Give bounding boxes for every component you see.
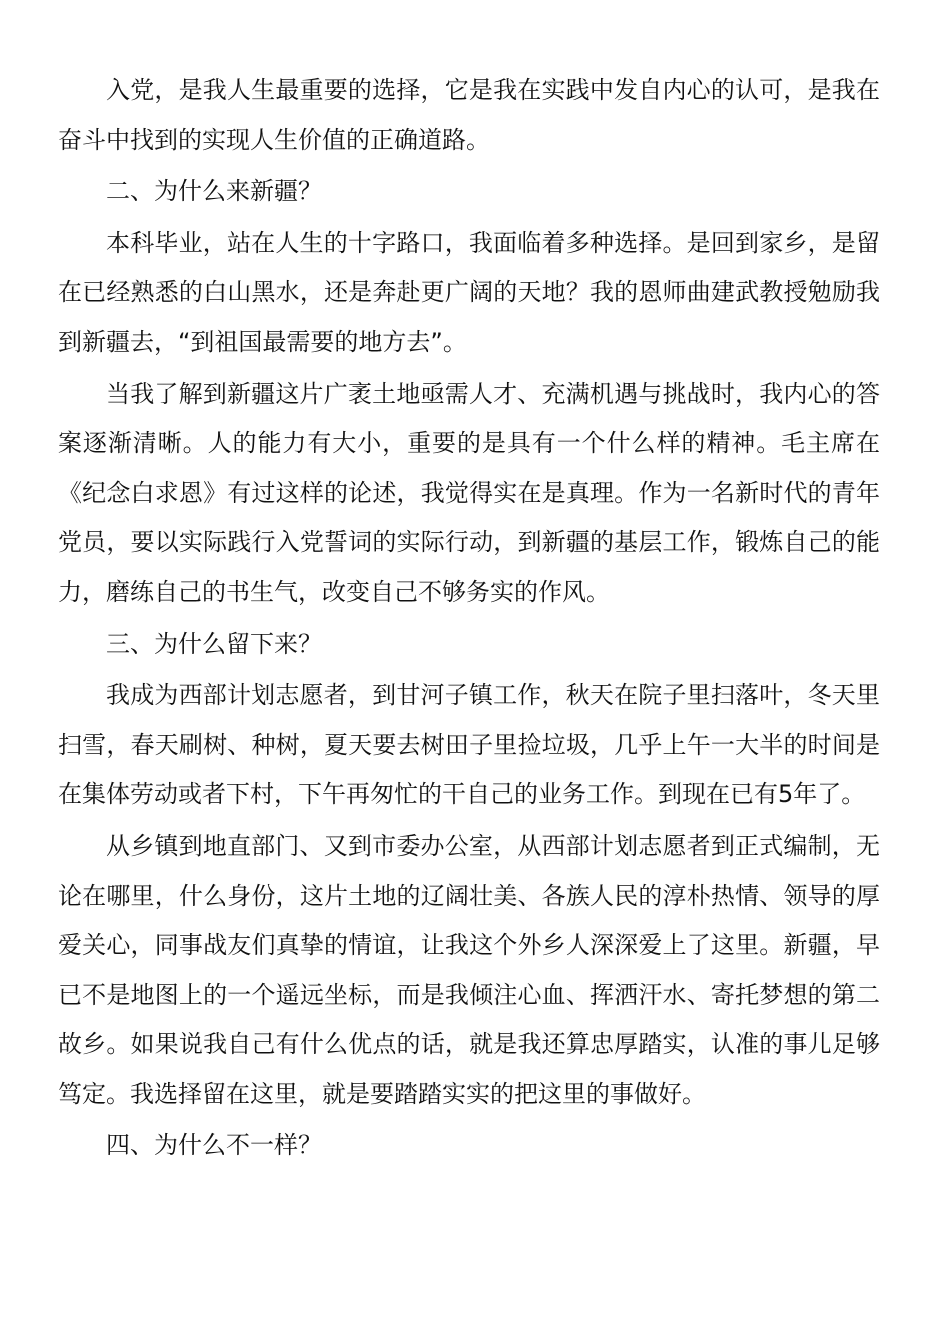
heading-why-stay: 三、为什么留下来？ bbox=[106, 629, 322, 658]
paragraph-answer: 当我了解到新疆这片广袤土地亟需人才、充满机遇与挑战时，我内心的答案逐渐清晰。人的能力有大小，重要的是具有一个什么样的精神。毛主席在《纪念白求恩》有过这样的论述，我觉得实在是真理。作为一名新时代的青年党员，要以实际践行入党誓词的实际行动，到新疆的基层工作，锻炼自己的能力，磨练自己的书生气，改变自己不够务实的作风。 bbox=[58, 379, 880, 606]
document-page bbox=[58, 66, 880, 1171]
paragraph-volunteer: 我成为西部计划志愿者，到甘河子镇工作，秋天在院子里扫落叶，冬天里扫雪，春天刷树、种树，夏天要去树田子里捡垃圾，几乎上午一大半的时间是在集体劳动或者下村，下午再匆忙的干自己的业务工作。到现在已有5年了。 bbox=[58, 681, 880, 809]
paragraph-party-choice: 入党，是我人生最重要的选择，它是我在实践中发自内心的认可，是我在奋斗中找到的实现人生价值的正确道路。 bbox=[58, 76, 880, 154]
paragraph-graduation: 本科毕业，站在人生的十字路口，我面临着多种选择。是回到家乡，是留在已经熟悉的白山黑水，还是奔赴更广阔的天地？我的恩师曲建武教授勉励我到新疆去，“到祖国最需要的地方去”。 bbox=[58, 228, 880, 356]
heading-why-xinjiang: 二、为什么来新疆？ bbox=[106, 177, 322, 206]
paragraph-second-hometown: 从乡镇到地直部门、又到市委办公室，从西部计划志愿者到正式编制，无论在哪里，什么身份，这片土地的辽阔壮美、各族人民的淳朴热情、领导的厚爱关心，同事战友们真挚的情谊，让我这个外乡人深深爱上了这里。新疆，早已不是地图上的一个遥远坐标，而是我倾注心血、挥洒汗水、寄托梦想的第二故乡。如果说我自己有什么优点的话，就是我还算忠厚踏实，认准的事儿足够笃定。我选择留在这里，就是要踏踏实实的把这里的事做好。 bbox=[58, 831, 880, 1108]
heading-why-different: 四、为什么不一样？ bbox=[106, 1131, 322, 1160]
